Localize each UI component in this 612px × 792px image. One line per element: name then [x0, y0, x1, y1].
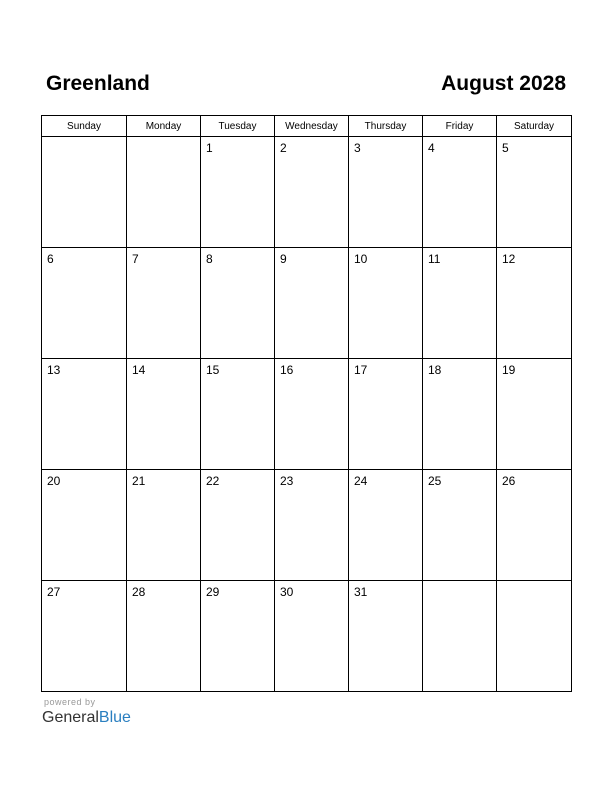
day-number: 13: [47, 363, 61, 377]
day-cell: [423, 137, 497, 248]
week-row: [42, 470, 572, 581]
day-number: 29: [206, 585, 220, 599]
day-number: 11: [428, 252, 441, 266]
weekday-header: Thursday: [349, 116, 423, 137]
day-cell: [201, 359, 275, 470]
day-cell: [201, 137, 275, 248]
weekday-header: Saturday: [497, 116, 572, 137]
day-cell: [201, 248, 275, 359]
day-cell: [349, 359, 423, 470]
day-cell: [127, 470, 201, 581]
day-number: 27: [47, 585, 61, 599]
day-cell: [201, 470, 275, 581]
day-number: 28: [132, 585, 146, 599]
day-cell: [42, 137, 127, 248]
day-cell: [423, 359, 497, 470]
day-cell: [127, 359, 201, 470]
day-number: 30: [280, 585, 294, 599]
week-row: [42, 581, 572, 692]
day-cell: [275, 137, 349, 248]
calendar-grid: [41, 115, 572, 692]
day-number: 7: [132, 252, 139, 266]
day-cell: [275, 248, 349, 359]
day-number: 14: [132, 363, 146, 377]
week-row: [42, 248, 572, 359]
day-number: 21: [132, 474, 146, 488]
day-number: [127, 137, 200, 141]
month-year-title: August 2028: [441, 72, 566, 95]
day-cell: [349, 581, 423, 692]
country-title: Greenland: [46, 72, 150, 95]
weekday-header: Friday: [423, 116, 497, 137]
day-cell: [423, 248, 497, 359]
day-number: 22: [206, 474, 220, 488]
logo-text-general: General: [42, 709, 99, 726]
day-cell: [423, 581, 497, 692]
day-cell: [127, 137, 201, 248]
day-number: 5: [502, 141, 509, 155]
day-number: 3: [354, 141, 361, 155]
weekday-header: Sunday: [42, 116, 127, 137]
day-number: 31: [354, 585, 368, 599]
day-cell: [275, 359, 349, 470]
day-number: 19: [502, 363, 516, 377]
day-cell: [497, 359, 572, 470]
day-cell: [497, 470, 572, 581]
day-number: 24: [354, 474, 368, 488]
day-number: [42, 137, 126, 141]
day-number: 9: [280, 252, 287, 266]
day-cell: [423, 470, 497, 581]
logo-text-blue: Blue: [98, 709, 131, 726]
weekday-header: Monday: [127, 116, 201, 137]
day-number: 20: [47, 474, 61, 488]
day-number: 8: [206, 252, 213, 266]
day-number: 23: [280, 474, 294, 488]
day-cell: [275, 470, 349, 581]
day-cell: [349, 248, 423, 359]
day-cell: [349, 137, 423, 248]
weekday-header: Wednesday: [275, 116, 349, 137]
day-cell: [201, 581, 275, 692]
day-cell: [497, 137, 572, 248]
week-row: [42, 137, 572, 248]
weekday-header: Tuesday: [201, 116, 275, 137]
day-number: 1: [206, 141, 213, 155]
weekday-header-row: [42, 116, 572, 137]
day-number: 16: [280, 363, 294, 377]
day-cell: [42, 470, 127, 581]
day-number: 10: [354, 252, 368, 266]
day-cell: [42, 581, 127, 692]
day-number: 12: [502, 252, 516, 266]
day-cell: [497, 581, 572, 692]
day-number: 15: [206, 363, 220, 377]
powered-by-label: powered by: [44, 697, 96, 707]
day-number: 4: [428, 141, 435, 155]
day-number: [497, 581, 571, 585]
day-cell: [349, 470, 423, 581]
day-number: 17: [354, 363, 368, 377]
day-cell: [497, 248, 572, 359]
day-number: 25: [428, 474, 442, 488]
week-row: [42, 359, 572, 470]
day-cell: [275, 581, 349, 692]
generalblue-logo[interactable]: [42, 708, 131, 728]
day-cell: [127, 248, 201, 359]
day-number: 18: [428, 363, 442, 377]
day-cell: [127, 581, 201, 692]
day-number: [423, 581, 496, 585]
day-number: 6: [47, 252, 54, 266]
day-number: 26: [502, 474, 516, 488]
day-number: 2: [280, 141, 287, 155]
day-cell: [42, 359, 127, 470]
day-cell: [42, 248, 127, 359]
